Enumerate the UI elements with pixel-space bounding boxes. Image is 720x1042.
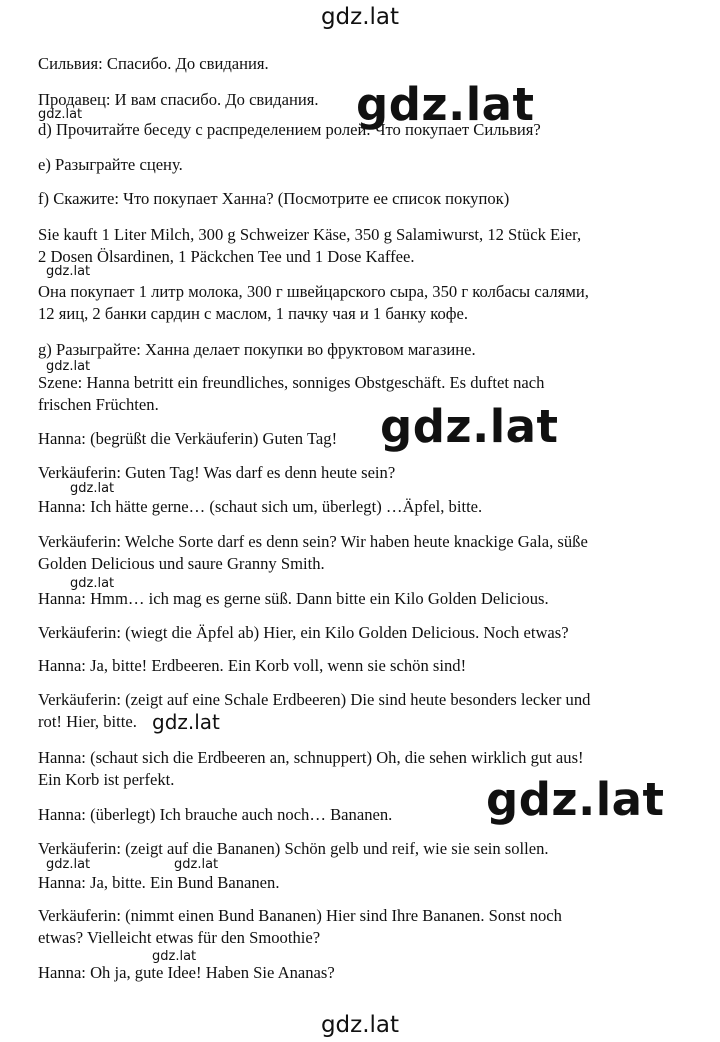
text-line: Hanna: Ja, bitte! Erdbeeren. Ein Korb voll, wenn sie schön sind!	[38, 656, 467, 675]
text-line: d) Прочитайте беседу с распределением ролей. Что покупает Сильвия?	[38, 120, 541, 139]
text-line: etwas? Vielleicht etwas für den Smoothie?	[38, 928, 321, 947]
text-line: Hanna: Hmm… ich mag es gerne süß. Dann bitte ein Kilo Golden Delicious.	[38, 589, 549, 608]
watermark: gdz.lat	[356, 78, 535, 131]
text-line: Продавец: И вам спасибо. До свидания.	[38, 90, 319, 109]
text-line: Hanna: Ja, bitte. Ein Bund Bananen.	[38, 873, 280, 892]
watermark: gdz.lat	[380, 400, 559, 453]
text-line: f) Скажите: Что покупает Ханна? (Посмотрите ее список покупок)	[38, 189, 510, 208]
text-line: rot! Hier, bitte.	[38, 712, 137, 731]
watermark: gdz.lat	[174, 857, 219, 872]
watermark: gdz.lat	[70, 576, 115, 591]
text-line: Hanna: (begrüßt die Verkäuferin) Guten Tag!	[38, 429, 338, 448]
text-line: Sie kauft 1 Liter Milch, 300 g Schweizer Käse, 350 g Salamiwurst, 12 Stück Eier,	[38, 225, 582, 244]
text-line: Verkäuferin: Welche Sorte darf es denn sein? Wir haben heute knackige Gala, süße	[38, 532, 588, 551]
text-line: 2 Dosen Ölsardinen, 1 Päckchen Tee und 1 Dose Kaffee.	[38, 247, 415, 266]
watermark: gdz.lat	[46, 857, 91, 872]
text-line: Сильвия: Спасибо. До свидания.	[38, 54, 269, 73]
text-line: e) Разыграйте сцену.	[38, 155, 183, 174]
text-line: Она покупает 1 литр молока, 300 г швейцарского сыра, 350 г колбасы салями,	[38, 282, 589, 301]
text-line: Verkäuferin: (nimmt einen Bund Bananen) Hier sind Ihre Bananen. Sonst noch	[38, 906, 562, 925]
text-line: frischen Früchten.	[38, 395, 159, 414]
text-line: Hanna: (überlegt) Ich brauche auch noch… Bananen.	[38, 805, 393, 824]
text-line: Hanna: (schaut sich die Erdbeeren an, schnuppert) Oh, die sehen wirklich gut aus!	[38, 748, 584, 767]
text-line: Verkäuferin: (zeigt auf die Bananen) Schön gelb und reif, wie sie sein sollen.	[38, 839, 549, 858]
text-line: Ein Korb ist perfekt.	[38, 770, 175, 789]
watermark: gdz.lat	[70, 481, 115, 496]
text-line: Verkäuferin: (zeigt auf eine Schale Erdbeeren) Die sind heute besonders lecker und	[38, 690, 591, 709]
watermark: gdz.lat	[486, 773, 665, 826]
text-line: g) Разыграйте: Ханна делает покупки во фруктовом магазине.	[38, 340, 476, 359]
text-line: Verkäuferin: Guten Tag! Was darf es denn heute sein?	[38, 463, 396, 482]
text-line: Hanna: Ich hätte gerne… (schaut sich um, überlegt) …Äpfel, bitte.	[38, 497, 483, 516]
text-line: 12 яиц, 2 банки сардин с маслом, 1 пачку чая и 1 банку кофе.	[38, 304, 469, 323]
watermark: gdz.lat	[152, 710, 220, 734]
watermark: gdz.lat	[46, 264, 91, 279]
text-line: Hanna: Oh ja, gute Idee! Haben Sie Ananas?	[38, 963, 335, 982]
watermark: gdz.lat	[152, 949, 197, 964]
watermark: gdz.lat	[46, 359, 91, 374]
watermark: gdz.lat	[38, 107, 83, 122]
text-line: Verkäuferin: (wiegt die Äpfel ab) Hier, ein Kilo Golden Delicious. Noch etwas?	[38, 623, 569, 642]
header-site-name: gdz.lat	[320, 4, 400, 30]
text-line: Szene: Hanna betritt ein freundliches, sonniges Obstgeschäft. Es duftet nach	[38, 373, 545, 392]
footer-site-name: gdz.lat	[320, 1012, 400, 1038]
text-line: Golden Delicious und saure Granny Smith.	[38, 554, 325, 573]
